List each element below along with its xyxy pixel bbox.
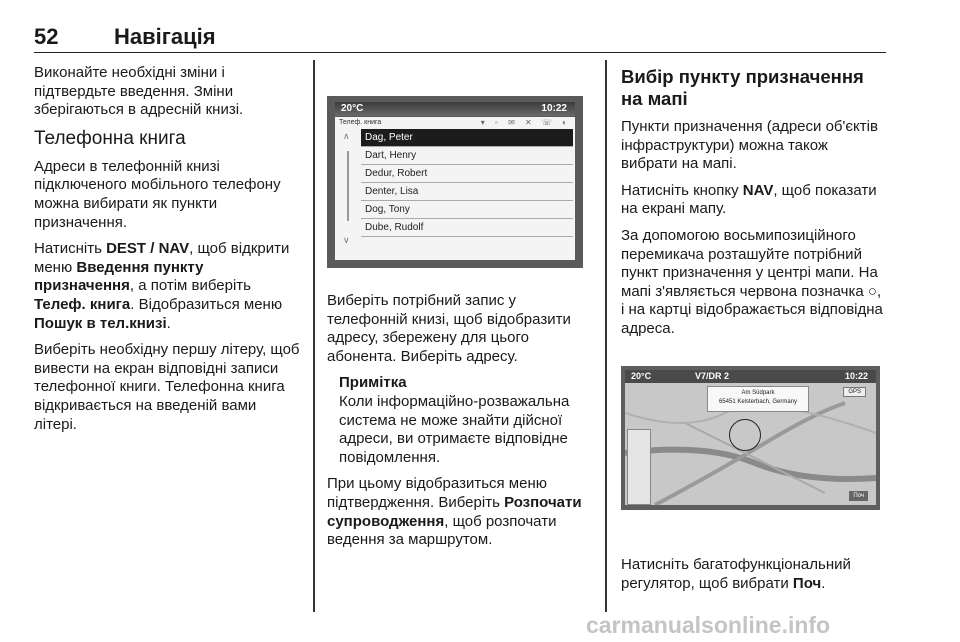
column-divider — [605, 60, 607, 612]
contact-item: Dedur, Robert — [361, 165, 573, 183]
paragraph: Виконайте необхідні зміни і підтвердьте введення. Зміни зберігаються в адресній книзі. — [34, 64, 244, 119]
section-heading: Телефонна книга — [34, 127, 186, 149]
contact-item: Dube, Rudolf — [361, 219, 573, 237]
phonebook-screenshot — [327, 96, 583, 268]
contact-item: Dog, Tony — [361, 201, 573, 219]
column-middle — [327, 292, 597, 558]
paragraph: Натисніть кнопку NAV, щоб показати на екрані мапу. — [621, 181, 877, 218]
paragraph: За допомогою восьмипозиційного перемикача розташуйте потрібний пункт призначення у центрі мапи. На мапі з'являється червона позначка ○, і на картці відображається відповідна адреса. — [621, 226, 883, 337]
menu-destination-entry: Введення пункту призначення — [34, 258, 204, 295]
scrollbar — [347, 151, 349, 221]
note-title: Примітка — [339, 374, 407, 392]
gps-badge: GPS — [843, 387, 866, 397]
note-box — [327, 374, 597, 467]
key-dest-nav: DEST / NAV — [106, 240, 190, 258]
paragraph: Виберіть необхідну першу літеру, щоб вивести на екран відповідні записи телефонної книги. Телефонна книга відкривається на введеній вами літері. — [34, 341, 300, 433]
menu-start-guidance: Розпочати супроводження — [327, 493, 582, 530]
crosshair-icon — [729, 419, 761, 451]
paragraph: Пункти призначення (адреси об'єктів інфраструктури) можна також вибрати на мапі. — [621, 118, 878, 173]
map-screenshot — [621, 366, 880, 510]
map-view — [625, 383, 876, 505]
contact-item: Denter, Lisa — [361, 183, 573, 201]
clock: 10:22 — [541, 103, 567, 114]
column-divider — [313, 60, 315, 612]
start-button: Поч — [849, 491, 868, 501]
phonebook-panel — [335, 117, 575, 260]
status-bar — [335, 102, 575, 116]
scroll-down-icon: ∨ — [343, 235, 350, 245]
menu-phonebook: Телеф. книга — [34, 295, 131, 313]
column-right-bottom — [621, 556, 886, 601]
scroll-up-icon: ∧ — [343, 131, 350, 141]
paragraph: Виберіть потрібний запис у телефонній книзі, щоб відобразити адресу, збережену для цього абонента. Виберіть адресу. — [327, 292, 571, 365]
status-icons: ▾ ▫ ✉ ✕ ☏ ◐ — [480, 118, 571, 127]
status-bar — [625, 370, 876, 383]
paragraph: Натисніть DEST / NAV, щоб відкрити меню Введення пункту призначення, а потім виберіть Телеф. книга. Відобразиться меню Пошук в тел.книзі. — [34, 240, 290, 332]
road-name: V7/DR 2 — [695, 371, 730, 381]
paragraph: Адреси в телефонній книзі підключеного мобільного телефону можна вибирати як пункти призначення. — [34, 157, 281, 231]
map-side-panel — [627, 429, 651, 505]
section-heading: Вибір пункту призначення на мапі — [621, 66, 864, 109]
menu-start: Поч — [792, 574, 822, 592]
column-right — [621, 66, 886, 347]
key-nav: NAV — [742, 181, 774, 199]
contact-item: Dag, Peter — [361, 129, 573, 147]
note-text: Коли інформаційно-розважальна система не може знайти дійсної адреси, ви отримаєте відповідне повідомлення. — [339, 392, 570, 466]
paragraph: Натисніть багатофункціональний регулятор, щоб вибрати Поч. — [621, 556, 851, 592]
clock: 10:22 — [844, 371, 868, 381]
contact-list — [361, 129, 573, 237]
paragraph: При цьому відобразиться меню підтвердження. Виберіть Розпочати супроводження, щоб розпочати ведення за маршрутом. — [327, 475, 582, 549]
phonebook-title: Телеф. книга — [339, 119, 382, 126]
chapter-title: Навігація — [114, 24, 216, 49]
page-header — [34, 18, 886, 53]
watermark: carmanualsonline.info — [586, 612, 831, 638]
temperature: 20°C — [341, 103, 364, 114]
address-card: Am Südpark 65451 Kelsterbach, Germany — [707, 386, 809, 412]
contact-item: Dart, Henry — [361, 147, 573, 165]
menu-phonebook-search: Пошук в тел.книзі — [34, 314, 167, 332]
column-left — [34, 64, 302, 442]
page-number: 52 — [34, 24, 59, 49]
temperature: 20°C — [631, 371, 652, 381]
